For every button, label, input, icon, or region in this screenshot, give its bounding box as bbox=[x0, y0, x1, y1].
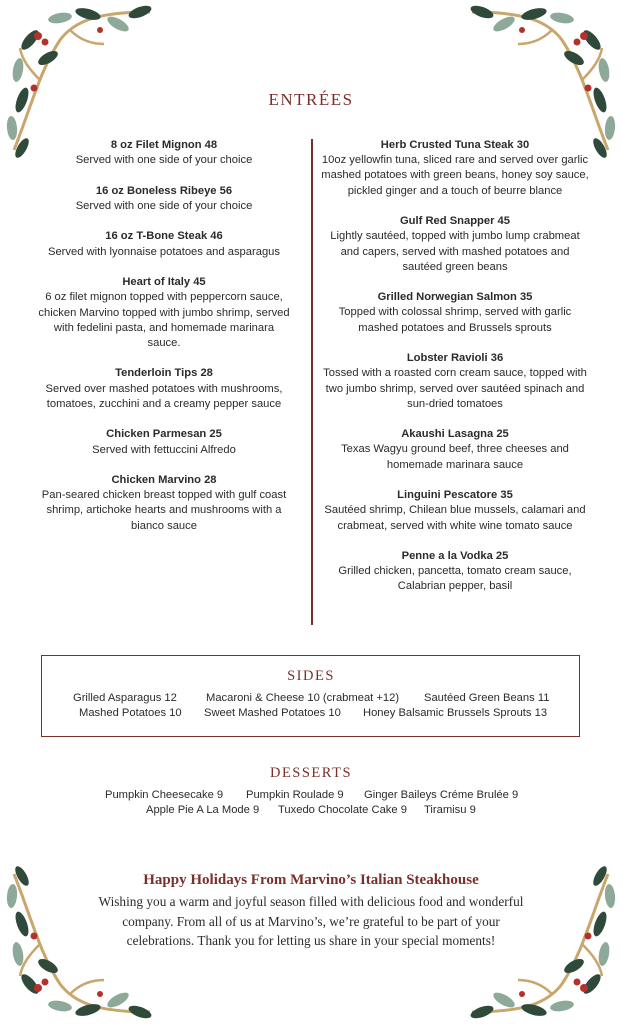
side-item: Honey Balsamic Brussels Sprouts 13 bbox=[363, 707, 548, 719]
menu-item bbox=[36, 275, 292, 351]
menu-item bbox=[320, 549, 590, 595]
menu-item bbox=[36, 427, 292, 457]
menu-item bbox=[320, 488, 590, 534]
item-description: Lightly sautéed, topped with jumbo lump crabmeat and capers, served with mashed potatoes and sautéed green beans bbox=[330, 230, 580, 273]
holiday-message: Wishing you a warm and joyful season filled with delicious food and wonderful company. From all of us at Marvino’s, we’re grateful to be part of your celebrations. Thank you for letting us share in your special moments! bbox=[98, 894, 524, 948]
item-description: Served with fettuccini Alfredo bbox=[92, 443, 236, 456]
item-description: Sautéed shrimp, Chilean blue mussels, calamari and crabmeat, served with white wine tomato sauce bbox=[324, 504, 586, 532]
item-title: 8 oz Filet Mignon 48 bbox=[110, 139, 218, 151]
item-title: Lobster Ravioli 36 bbox=[406, 352, 504, 365]
item-description: Served with one side of your choice bbox=[75, 154, 253, 167]
column-divider bbox=[311, 139, 313, 625]
item-title: Heart of Italy 45 bbox=[122, 276, 206, 289]
item-title: Tenderloin Tips 28 bbox=[115, 367, 213, 380]
holly-antler-corner-icon bbox=[462, 0, 622, 160]
side-item: Macaroni & Cheese 10 (crabmeat +12) bbox=[206, 692, 400, 704]
menu-item bbox=[320, 214, 590, 275]
menu-item bbox=[36, 229, 292, 259]
menu-item bbox=[320, 427, 590, 473]
item-title: 16 oz T-Bone Steak 46 bbox=[105, 230, 223, 243]
item-description: 10oz yellowfin tuna, sliced rare and served over garlic mashed potatoes with green beans, honey soy sauce, pickled ginger and a touch of beurre blance bbox=[321, 154, 589, 197]
item-title: Akaushi Lasagna 25 bbox=[401, 428, 509, 441]
item-description: Topped with colossal shrimp, served with garlic mashed potatoes and Brussels sprouts bbox=[338, 306, 572, 334]
item-description: Served with one side of your choice bbox=[75, 199, 253, 212]
item-description: Tossed with a roasted corn cream sauce, topped with two jumbo shrimp, served over sautéed spinach and sun-dried tomatoes bbox=[323, 367, 587, 410]
dessert-item: Ginger Baileys Créme Brulée 9 bbox=[364, 789, 519, 801]
menu-item bbox=[320, 351, 590, 412]
desserts-heading: DESSERTS bbox=[269, 765, 353, 781]
side-item: Grilled Asparagus 12 bbox=[73, 692, 177, 704]
menu-item bbox=[320, 138, 590, 199]
menu-item bbox=[36, 473, 292, 534]
entrees-heading: ENTRÉES bbox=[268, 90, 354, 109]
item-title: Grilled Norwegian Salmon 35 bbox=[377, 291, 533, 304]
item-title: 16 oz Boneless Ribeye 56 bbox=[95, 184, 233, 197]
entrees-left-column bbox=[36, 138, 292, 549]
dessert-item: Tiramisu 9 bbox=[424, 804, 476, 816]
side-item: Mashed Potatoes 10 bbox=[79, 707, 182, 719]
menu-item bbox=[36, 138, 292, 168]
dessert-item: Tuxedo Chocolate Cake 9 bbox=[278, 804, 407, 816]
item-description: 6 oz filet mignon topped with peppercorn sauce, chicken Marvino topped with jumbo shrimp, served with fedelini pasta, and homemade marinara sauce. bbox=[38, 291, 290, 349]
item-title: Chicken Parmesan 25 bbox=[106, 428, 222, 441]
item-description: Grilled chicken, pancetta, tomato cream sauce, Calabrian pepper, basil bbox=[338, 565, 572, 593]
item-title: Chicken Marvino 28 bbox=[111, 474, 217, 487]
menu-item bbox=[36, 184, 292, 214]
side-item: Sweet Mashed Potatoes 10 bbox=[204, 707, 341, 719]
holiday-title: Happy Holidays From Marvino’s Italian Steakhouse bbox=[143, 872, 479, 888]
item-title: Gulf Red Snapper 45 bbox=[399, 215, 511, 228]
item-title: Herb Crusted Tuna Steak 30 bbox=[380, 139, 530, 151]
sides-heading: SIDES bbox=[287, 668, 335, 684]
item-description: Pan-seared chicken breast topped with gulf coast shrimp, artichoke hearts and mushrooms with a bianco sauce bbox=[41, 489, 287, 532]
entrees-right-column bbox=[320, 138, 590, 610]
menu-item bbox=[320, 290, 590, 336]
item-description: Served over mashed potatoes with mushrooms, tomatoes, zucchini and a creamy pepper sauce bbox=[45, 382, 283, 410]
dessert-item: Apple Pie A La Mode 9 bbox=[146, 804, 260, 816]
dessert-item: Pumpkin Roulade 9 bbox=[246, 789, 344, 801]
item-title: Penne a la Vodka 25 bbox=[401, 550, 509, 563]
side-item: Sautéed Green Beans 11 bbox=[424, 692, 550, 704]
dessert-item: Pumpkin Cheesecake 9 bbox=[105, 789, 224, 801]
menu-item bbox=[36, 366, 292, 412]
item-title: Linguini Pescatore 35 bbox=[397, 489, 513, 502]
holly-antler-corner-icon bbox=[0, 0, 160, 160]
item-description: Texas Wagyu ground beef, three cheeses and homemade marinara sauce bbox=[341, 443, 569, 471]
item-description: Served with lyonnaise potatoes and asparagus bbox=[48, 245, 280, 258]
